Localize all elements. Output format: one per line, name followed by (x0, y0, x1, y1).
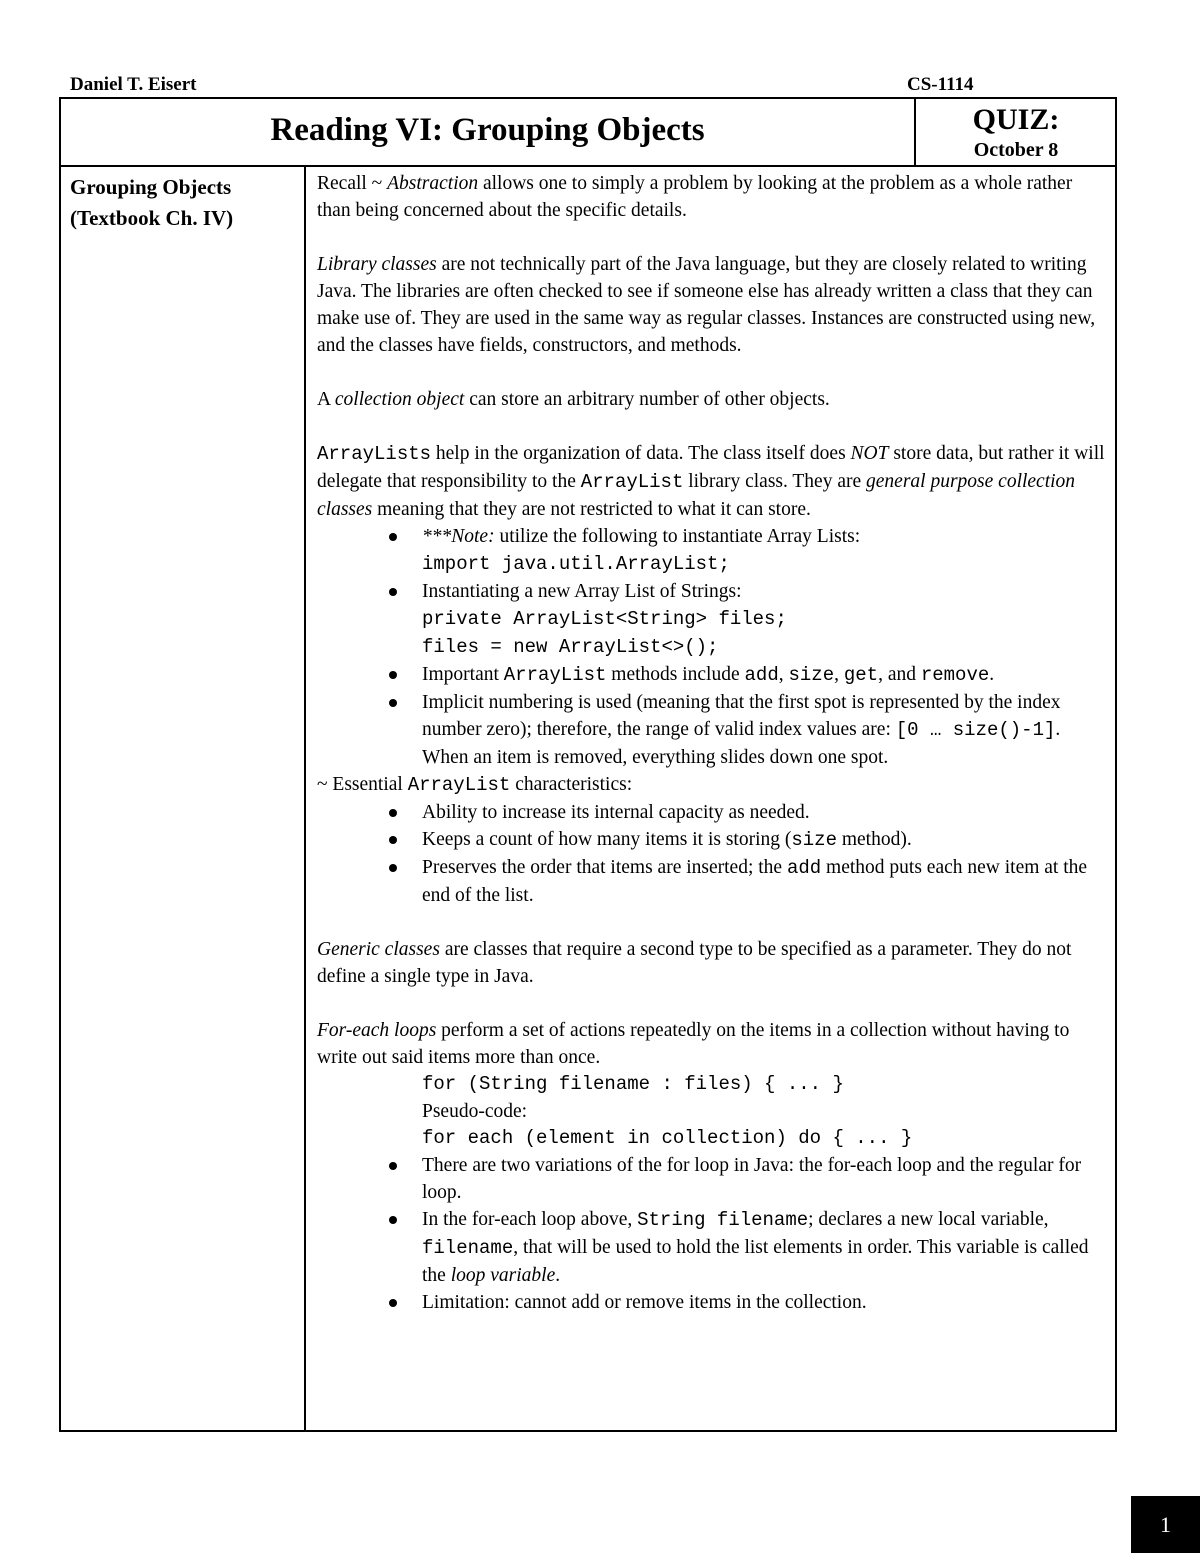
course-code: CS-1114 (907, 74, 974, 95)
title-divider (60, 165, 1116, 167)
quiz-label: QUIZ: (972, 103, 1060, 136)
author-name: Daniel T. Eisert (70, 74, 197, 95)
topic-divider (304, 166, 306, 1431)
generic-classes-paragraph: Generic classes are classes that require a second type to be specified as a parameter. They do not define a single type in Java. (317, 939, 1072, 987)
arraylist-bullets (317, 523, 1109, 771)
page-title: Reading VI: Grouping Objects (270, 112, 705, 148)
characteristics-bullets (317, 799, 1109, 909)
for-each-bullets (317, 1152, 1109, 1316)
pseudo-code-label: Pseudo-code: (422, 1101, 528, 1122)
abstraction-paragraph: Recall ~ Abstraction allows one to simply a problem by looking at the problem as a whole rather than being concerned about the specific details. (317, 173, 1073, 221)
quiz-date: October 8 (973, 139, 1059, 161)
for-each-paragraph: For-each loops perform a set of actions repeatedly on the items in a collection without having to write out said items more than once. (317, 1020, 1070, 1068)
notes-content (317, 170, 1109, 1316)
collection-object-paragraph: A collection object can store an arbitrary number of other objects. (317, 389, 830, 410)
list-item: Implicit numbering is used (meaning that the first spot is represented by the index number zero); therefore, the range of valid index values are: [0 … size()-1]. When an item is removed, everything slides down one spot. (317, 689, 1109, 771)
list-item: ***Note: utilize the following to instantiate Array Lists: import java.util.ArrayList; (317, 523, 1109, 578)
for-each-code: for (String filename : files) { ... } (422, 1073, 844, 1095)
list-item: Preserves the order that items are inserted; the add method puts each new item at the end of the list. (317, 854, 1109, 909)
essential-characteristics-heading: ~ Essential ArrayList characteristics: (317, 774, 633, 796)
list-item: In the for-each loop above, String filename; declares a new local variable, filename, that will be used to hold the list elements in order. This variable is called the loop variable. (317, 1206, 1109, 1289)
list-item: Keeps a count of how many items it is storing (size method). (317, 826, 1109, 854)
topic-cell (70, 172, 233, 234)
list-item: Instantiating a new Array List of Strings: private ArrayList<String> files; files = new ArrayList<>(); (317, 578, 1109, 661)
list-item: Limitation: cannot add or remove items in the collection. (317, 1289, 1109, 1316)
topic-title: Grouping Objects (70, 175, 232, 199)
topic-chapter: (Textbook Ch. IV) (70, 206, 234, 230)
quiz-box (916, 102, 1116, 162)
pseudo-code: for each (element in collection) do { ... } (422, 1127, 913, 1149)
list-item: There are two variations of the for loop in Java: the for-each loop and the regular for loop. (317, 1152, 1109, 1206)
page-number: 1 (1131, 1496, 1200, 1553)
list-item: Important ArrayList methods include add, size, get, and remove. (317, 661, 1109, 689)
arraylists-paragraph: ArrayLists help in the organization of data. The class itself does NOT store data, but rather it will delegate that responsibility to the ArrayList library class. They are general purpose collection classes meaning that they are not restricted to what it can store. (317, 443, 1105, 520)
list-item: Ability to increase its internal capacity as needed. (317, 799, 1109, 826)
library-classes-paragraph: Library classes are not technically part of the Java language, but they are closely related to writing Java. The libraries are often checked to see if someone else has already written a class that they can make use of. They are used in the same way as regular classes. Instances are constructed using new, and the classes have fields, constructors, and methods. (317, 254, 1096, 356)
